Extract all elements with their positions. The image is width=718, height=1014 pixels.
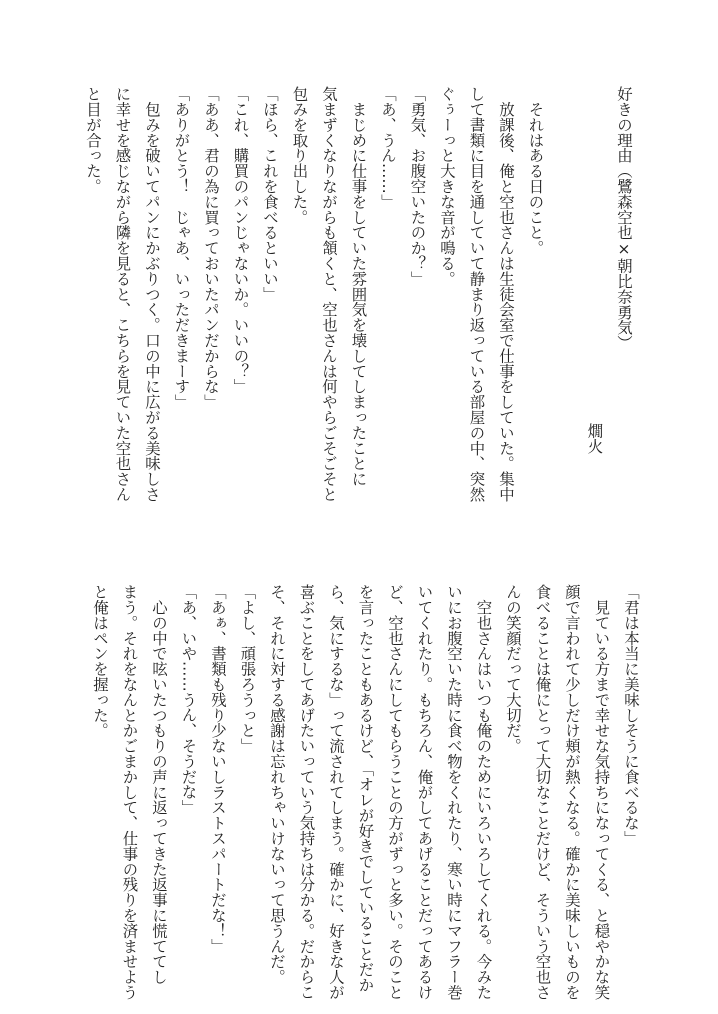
text-line: ど、空也さんにしてもらうことの方がずっと多い。そのこと bbox=[386, 584, 404, 1000]
text-line: 見ている方まで幸せな気持ちになってくる、と穏やかな笑 bbox=[592, 584, 611, 1000]
text-line: 「あ、いや……うん、そうだな」 bbox=[179, 584, 198, 815]
text-line: 「よし、頑張ろうっと」 bbox=[238, 584, 257, 754]
text-line: いてくれたり。もちろん、俺がしてあげることだってあるけ bbox=[415, 584, 434, 1000]
text-line: 「あ、うん……」 bbox=[379, 86, 397, 210]
author-name: 燗火 bbox=[585, 423, 604, 454]
text-line: まじめに仕事をしていた雰囲気を壊してしまったことに bbox=[349, 86, 368, 487]
text-line: 放課後、俺と空也さんは生徒会室で仕事をしていた。集中 bbox=[497, 86, 515, 502]
text-line: と俺はペンを握った。 bbox=[91, 584, 109, 738]
story-top-section bbox=[78, 86, 639, 506]
text-line: んの笑顔だって大切だ。 bbox=[504, 584, 522, 754]
text-line: まう。それをなんとかごまかして、仕事の残りを済ませよう bbox=[120, 584, 139, 1000]
text-line: 顔で言われて少しだけ頬が熱くなる。確かに美味しいものを bbox=[563, 584, 581, 1000]
story-bottom-section bbox=[85, 584, 646, 1004]
text-line: を言ったこともあるけど、「オレが好きでしていることだか bbox=[356, 584, 375, 993]
text-line: 空也さんはいつも俺のためにいろいろしてくれる。今みた bbox=[474, 584, 493, 1000]
text-line: 包みを破いてパンにかぶりつく。口の中に広がる美味しさ bbox=[143, 86, 161, 502]
text-line: 「ありがとう！ じゃあ、いっただきまーす」 bbox=[172, 86, 191, 410]
text-line: 食べることは俺にとって大切なことだけど、そういう空也さ bbox=[533, 584, 552, 1000]
text-line: いにお腹空いた時に食べ物をくれたり、寒い時にマフラー巻 bbox=[445, 584, 463, 1000]
text-line: そ、それに対する感謝は忘れちゃいけないって思うんだ。 bbox=[268, 584, 286, 985]
text-line: 「あぁ、書類も残り少ないしラストスパートだな！」 bbox=[209, 584, 227, 954]
text-line: 心の中で呟いたつもりの声に返ってきた返事に慌ててし bbox=[150, 584, 168, 985]
text-line: と目が合った。 bbox=[84, 86, 102, 194]
text-line: 「ほら、これを食べるといい」 bbox=[261, 86, 279, 302]
text-line: して書類に目を通していて静まり返っている部屋の中、突然 bbox=[467, 86, 486, 502]
text-line: 「これ、購買のパンじゃないか。いいの？」 bbox=[231, 86, 250, 394]
text-line: に幸せを感じながら隣を見ると、こちらを見ていた空也さん bbox=[113, 86, 132, 502]
text-line: 包みを取り出した。 bbox=[290, 86, 309, 225]
text-line: 「勇気、お腹空いたのか？」 bbox=[408, 86, 427, 287]
text-line: 「ああ、君の為に買っておいたパンだからな」 bbox=[202, 86, 220, 410]
text-line: 気まずくなりながらも頷くと、空也さんは何やらごそごそと bbox=[320, 86, 338, 502]
text-line: 「君は本当に美味しそうに食べるな」 bbox=[622, 584, 640, 846]
blank-line bbox=[550, 86, 580, 506]
text-line: ぐぅーっと大きな音が鳴る。 bbox=[438, 86, 456, 287]
story-title: 好きの理由（鷺森空也×朝比奈勇気） bbox=[615, 86, 633, 351]
text-line: 喜ぶことをしてあげたいっていう気持ちは分かる。だからこ bbox=[297, 584, 316, 1000]
text-line: それはある日のこと。 bbox=[526, 86, 545, 256]
text-line: ら、気にするな」って流されてしまう。確かに、好きな人が bbox=[327, 584, 345, 1000]
